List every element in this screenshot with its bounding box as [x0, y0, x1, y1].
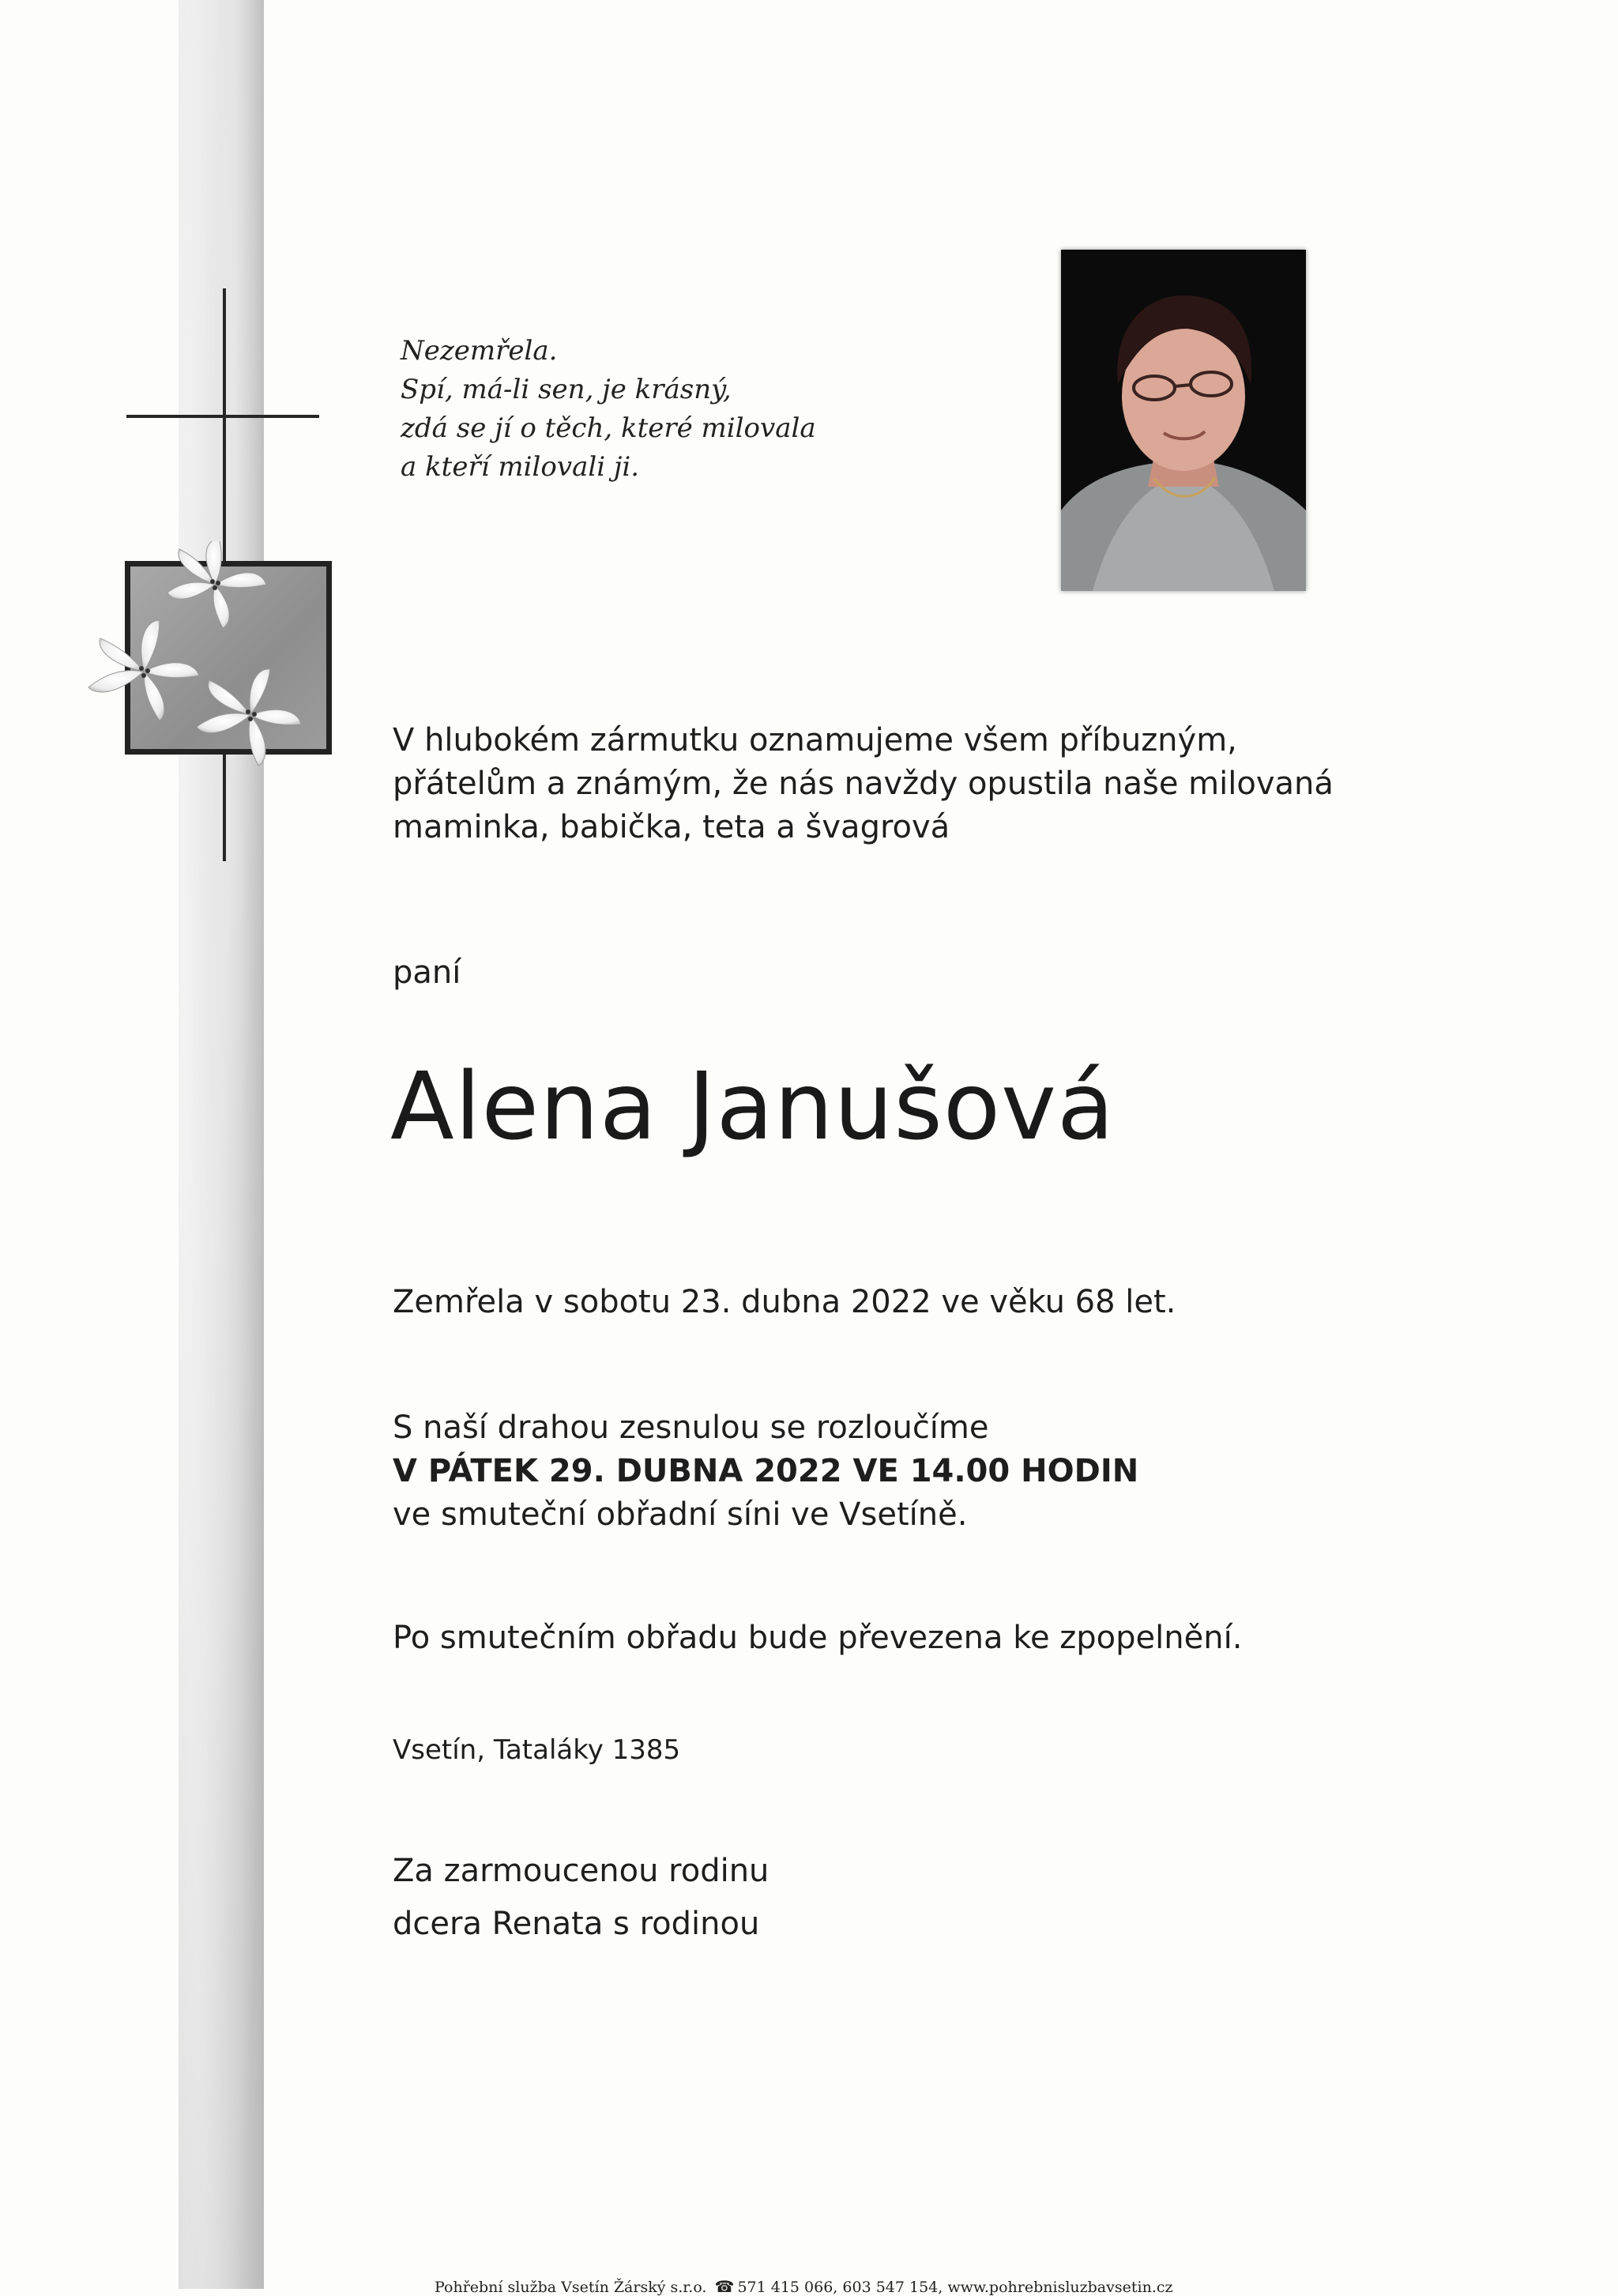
family-line-2: dcera Renata s rodinou — [393, 1906, 760, 1942]
ceremony-datetime: V PÁTEK 29. DUBNA 2022 VE 14.00 HODIN — [393, 1453, 1139, 1489]
marble-strip — [179, 0, 264, 2289]
family-signature — [393, 1845, 769, 1951]
verse-line: Nezemřela. — [401, 335, 558, 367]
cross-horizontal-bar — [126, 415, 319, 418]
family-line-1: Za zarmoucenou rodinu — [393, 1853, 769, 1889]
death-info: Zemřela v sobotu 23. dubna 2022 ve věku 68 let. — [393, 1284, 1176, 1320]
lily-flowers-icon — [73, 541, 325, 786]
announcement-line: přátelům a známým, že nás navždy opustila naše milovaná — [393, 766, 1334, 802]
verse-line: a kteří milovali ji. — [401, 451, 640, 483]
footer-phones: 571 415 066, 603 547 154, — [737, 2279, 943, 2296]
portrait-photo — [1061, 250, 1306, 591]
cremation-note: Po smutečním obřadu bude převezena ke zpopelnění. — [393, 1620, 1243, 1656]
footer-website: www.pohrebnisluzbavsetin.cz — [947, 2279, 1173, 2296]
verse-line: Spí, má-li sen, je krásný, — [401, 374, 732, 405]
footer-company: Pohřební služba Vsetín Žárský s.r.o. — [435, 2279, 707, 2296]
ceremony-place: ve smuteční obřadní síni ve Vsetíně. — [393, 1496, 968, 1533]
announcement-text — [393, 719, 1334, 849]
ceremony-intro: S naší drahou zesnulou se rozloučíme — [393, 1410, 989, 1446]
announcement-line: V hlubokém zármutku oznamujeme všem příbuzným, — [393, 722, 1237, 758]
footer — [435, 2277, 1173, 2296]
deceased-name: Alena Janušová — [390, 1052, 1116, 1161]
announcement-line: maminka, babička, teta a švagrová — [393, 809, 950, 845]
address: Vsetín, Tataláky 1385 — [393, 1734, 681, 1766]
honorific: paní — [393, 954, 461, 991]
verse-line: zdá se jí o těch, které milovala — [401, 412, 816, 444]
memorial-verse — [401, 332, 816, 487]
telephone-icon: ☎ — [714, 2277, 735, 2296]
ceremony-info — [393, 1406, 1138, 1537]
